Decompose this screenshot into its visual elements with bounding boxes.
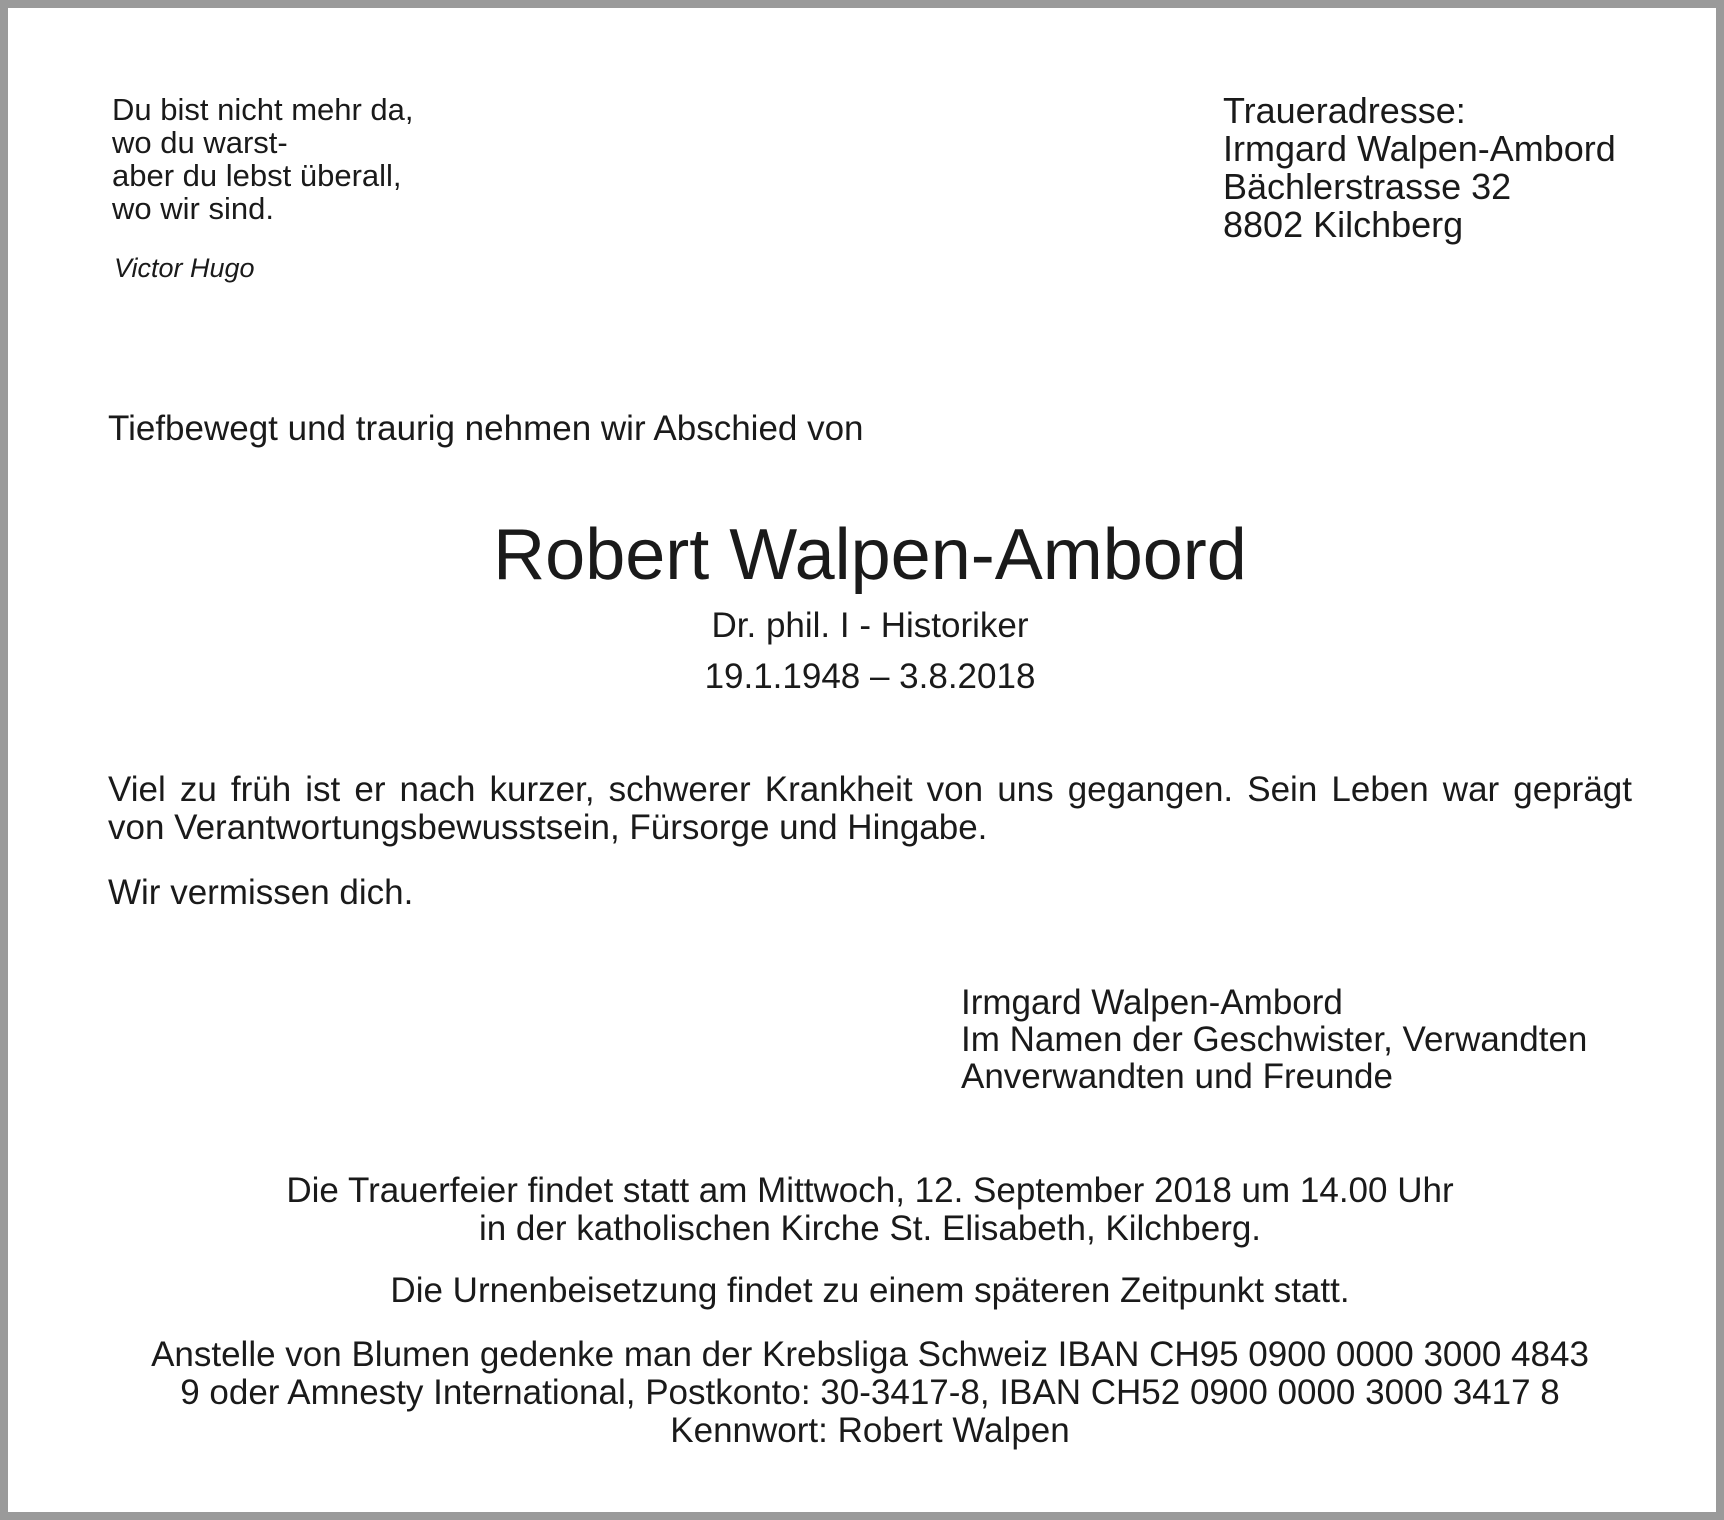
- burial-info: Die Urnenbeisetzung findet zu einem späteren Zeitpunkt statt.: [390, 1271, 1350, 1310]
- tribute-paragraph: Viel zu früh ist er nach kurzer, schwerer Krankheit von uns gegangen. Sein Leben war geprägt von Verantwortungsbewusstsein, Fürsorge und Hingabe.: [108, 770, 1632, 847]
- donation-info: [8, 1336, 1724, 1450]
- service-line: in der katholischen Kirche St. Elisabeth, Kilchberg.: [478, 1209, 1262, 1248]
- address-label: Traueradresse:: [1223, 90, 1466, 131]
- quote-line: wo du warst-: [112, 125, 288, 160]
- signature-line: Irmgard Walpen-Ambord: [961, 983, 1343, 1022]
- signature-line: Anverwandten und Freunde: [961, 1057, 1393, 1096]
- intro-text: Tiefbewegt und traurig nehmen wir Abschied von: [108, 409, 864, 448]
- donation-line: Kennwort: Robert Walpen: [670, 1411, 1070, 1450]
- signature-block: [961, 984, 1587, 1095]
- service-line: Die Trauerfeier findet statt am Mittwoch, 12. September 2018 um 14.00 Uhr: [286, 1171, 1454, 1210]
- farewell-line: Wir vermissen dich.: [108, 873, 414, 912]
- deceased-name: Robert Walpen-Ambord: [493, 515, 1247, 595]
- donation-line: Anstelle von Blumen gedenke man der Krebsliga Schweiz IBAN CH95 0900 0000 3000 4843: [151, 1335, 1589, 1374]
- address-name: Irmgard Walpen-Ambord: [1223, 128, 1616, 169]
- donation-line: 9 oder Amnesty International, Postkonto: 30-3417-8, IBAN CH52 0900 0000 3000 3417 8: [180, 1373, 1560, 1412]
- quote-line: wo wir sind.: [112, 191, 274, 226]
- address-street: Bächlerstrasse 32: [1223, 166, 1512, 207]
- funeral-service-info: [8, 1172, 1724, 1248]
- deceased-title: Dr. phil. I - Historiker: [711, 606, 1029, 645]
- signature-line: Im Namen der Geschwister, Verwandten: [961, 1020, 1588, 1059]
- quote-block: [112, 93, 414, 225]
- address-city: 8802 Kilchberg: [1223, 204, 1464, 245]
- quote-line: aber du lebst überall,: [112, 158, 402, 193]
- mourning-address: [1223, 92, 1616, 244]
- life-dates: 19.1.1948 – 3.8.2018: [704, 657, 1036, 696]
- quote-author: Victor Hugo: [114, 253, 255, 283]
- quote-line: Du bist nicht mehr da,: [112, 92, 414, 127]
